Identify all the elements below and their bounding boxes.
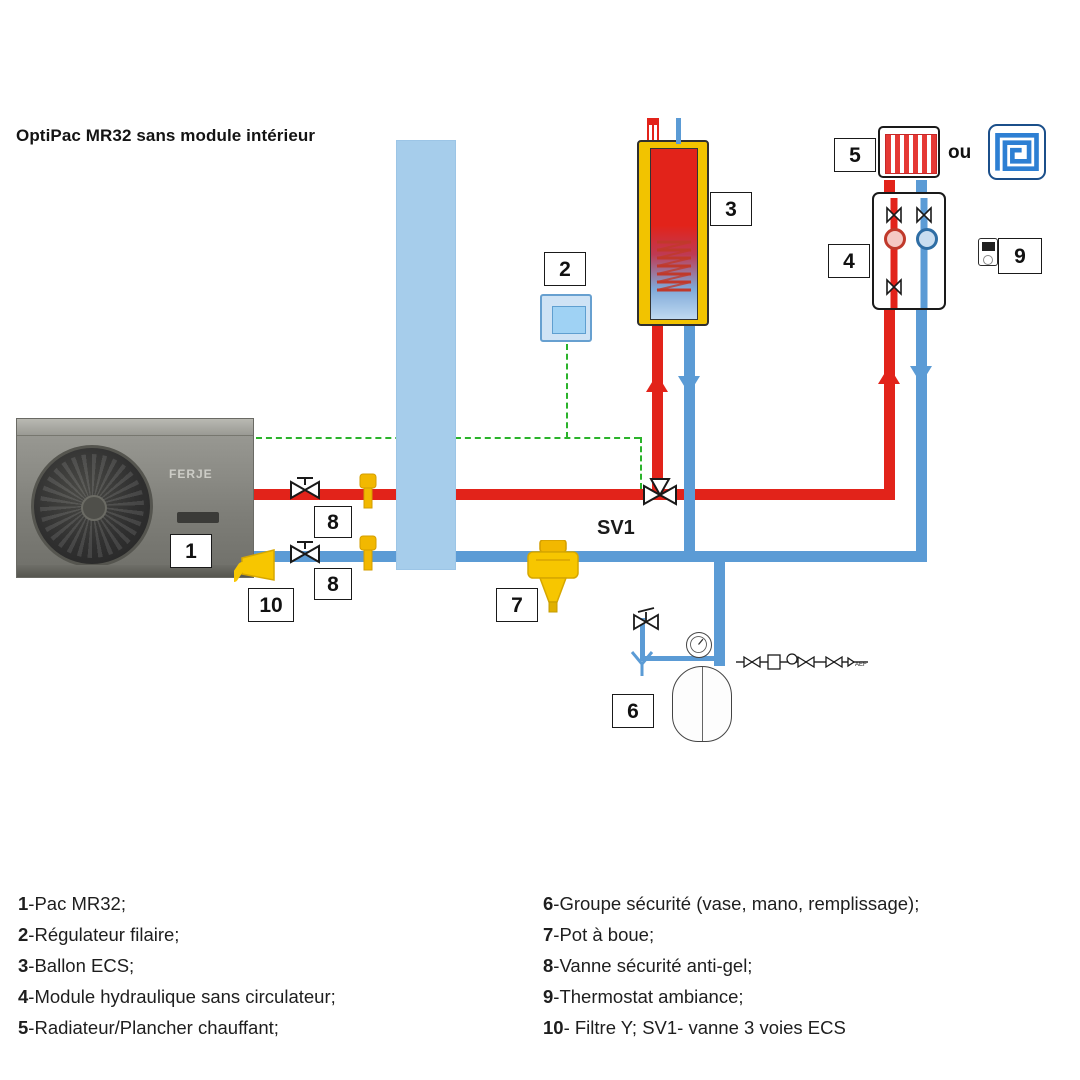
floor-heating-panel[interactable]	[988, 124, 1046, 180]
callout-5: 5	[834, 138, 876, 172]
legend-column-right	[543, 893, 1068, 1048]
legend-number: 1	[18, 893, 29, 914]
fan-housing	[31, 445, 153, 567]
legend-item	[543, 893, 1068, 915]
sv1-label: SV1	[597, 517, 635, 539]
pipe-cold-to-safety-group	[714, 556, 725, 666]
pipe-hot-to-heating	[662, 489, 884, 500]
drain-funnel-icon	[628, 648, 656, 678]
legend-text: -Vanne sécurité anti-gel;	[553, 955, 753, 976]
heat-pump-brand-label: FERJE	[169, 467, 213, 481]
pipe-hot-to-ecs	[652, 320, 663, 495]
or-label: ou	[948, 142, 972, 163]
buffer-tank[interactable]	[396, 140, 456, 570]
legend-text: -Ballon ECS;	[28, 955, 135, 976]
legend	[18, 893, 1068, 1048]
flow-arrow-hot-heating	[878, 366, 900, 384]
legend-number: 6	[543, 893, 554, 914]
legend-number: 8	[543, 955, 554, 976]
pressure-gauge-cold	[916, 228, 938, 250]
antifreeze-valve-hot[interactable]	[288, 476, 322, 504]
legend-item	[18, 986, 543, 1008]
legend-text: -Thermostat ambiance;	[553, 986, 744, 1007]
thermostat-display	[982, 242, 995, 251]
manometer	[686, 632, 712, 658]
expansion-vessel	[672, 666, 732, 742]
flow-arrow-cold-ecs	[678, 376, 700, 394]
manometer-needle-icon	[687, 633, 710, 656]
ecs-tank-cold-inlet	[676, 118, 681, 144]
legend-item	[18, 893, 543, 915]
callout-8-cold: 8	[314, 568, 352, 600]
legend-number: 3	[18, 955, 29, 976]
legend-column-left	[18, 893, 543, 1048]
heat-pump-base	[17, 565, 253, 577]
legend-number: 9	[543, 986, 554, 1007]
legend-text: -Pac MR32;	[28, 893, 126, 914]
legend-number: 4	[18, 986, 29, 1007]
heat-pump-top-panel	[17, 419, 253, 436]
pressure-gauge-hot	[884, 228, 906, 250]
ecs-tank-top-fitting-icon	[645, 118, 661, 142]
callout-6: 6	[612, 694, 654, 728]
legend-text: -Pot à boue;	[553, 924, 655, 945]
hydraulic-module[interactable]	[872, 192, 946, 310]
page-title: OptiPac MR32 sans module intérieur	[16, 126, 316, 145]
expansion-vessel-membrane	[702, 667, 703, 741]
callout-3: 3	[710, 192, 752, 226]
y-filter-icon	[234, 548, 278, 582]
thermostat-knob[interactable]	[983, 255, 993, 265]
legend-number: 7	[543, 924, 554, 945]
legend-text: -Régulateur filaire;	[28, 924, 180, 945]
heat-pump-unit[interactable]	[16, 418, 254, 578]
callout-2: 2	[544, 252, 586, 286]
callout-10: 10	[248, 588, 294, 622]
legend-text: -Module hydraulique sans circulateur;	[28, 986, 336, 1007]
wired-regulator[interactable]	[540, 294, 592, 342]
air-vent-cold-icon	[352, 534, 384, 572]
safety-relief-valve-icon[interactable]	[628, 606, 664, 636]
svg-text:AEF: AEF	[855, 662, 867, 668]
radiator[interactable]	[878, 126, 940, 178]
legend-text: -Radiateur/Plancher chauffant;	[28, 1017, 279, 1038]
pipe-cold-from-ecs	[684, 322, 695, 556]
legend-item	[543, 986, 1068, 1008]
floor-heating-coil-icon	[990, 126, 1044, 178]
legend-number: 5	[18, 1017, 29, 1038]
air-vent-hot-icon	[352, 472, 384, 510]
callout-9: 9	[998, 238, 1042, 274]
legend-item	[18, 955, 543, 977]
legend-item	[543, 924, 1068, 946]
legend-text: -Groupe sécurité (vase, mano, remplissage);	[553, 893, 920, 914]
room-thermostat[interactable]	[978, 238, 998, 266]
callout-4: 4	[828, 244, 870, 278]
legend-item	[543, 955, 1068, 977]
legend-item	[543, 1017, 1068, 1039]
ecs-tank[interactable]	[637, 140, 709, 326]
antifreeze-valve-cold[interactable]	[288, 540, 322, 568]
flow-arrow-cold-heating	[910, 366, 932, 384]
callout-8-hot: 8	[314, 506, 352, 538]
legend-item	[18, 924, 543, 946]
radiator-fins-icon	[885, 134, 937, 174]
callout-1: 1	[170, 534, 212, 568]
heat-pump-vent	[177, 512, 219, 523]
regulator-screen	[552, 306, 586, 334]
callout-7: 7	[496, 588, 538, 622]
flow-arrow-hot-ecs	[646, 374, 668, 392]
ecs-coil-icon	[655, 238, 693, 300]
legend-text: - Filtre Y; SV1- vanne 3 voies ECS	[563, 1017, 846, 1038]
legend-number: 2	[18, 924, 29, 945]
hydraulic-module-internals-icon	[880, 198, 942, 308]
fan-hub	[81, 495, 107, 521]
filling-group-icon	[736, 648, 868, 676]
three-way-valve-sv1[interactable]	[640, 474, 680, 516]
control-wire-to-regulator	[566, 344, 568, 438]
legend-item	[18, 1017, 543, 1039]
legend-number: 10	[543, 1017, 564, 1038]
